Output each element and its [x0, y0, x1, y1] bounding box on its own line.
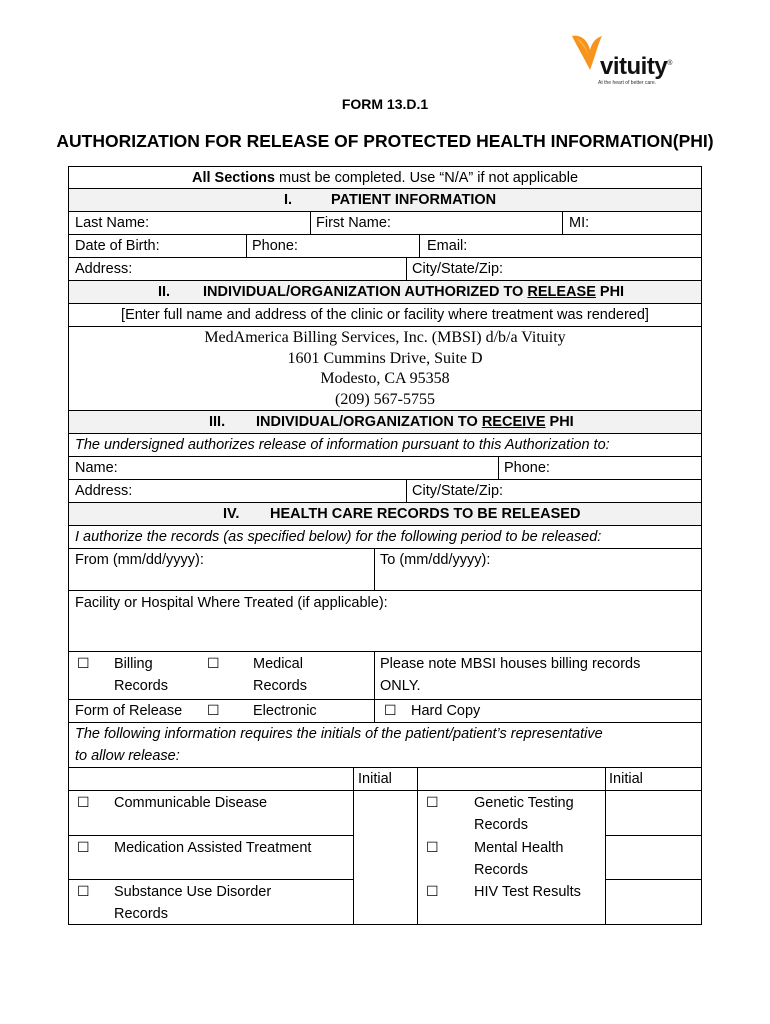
section-1-header — [69, 189, 701, 212]
substance-use-disorder-checkbox[interactable]: ☐ — [77, 884, 90, 900]
billing-records-label-1: Billing — [114, 656, 153, 672]
billing-note-1: Please note MBSI houses billing records — [380, 656, 641, 672]
section-2-number: II. — [158, 284, 171, 300]
section-3-heading: INDIVIDUAL/ORGANIZATION TO RECEIVE PHI — [256, 414, 574, 430]
email-label: Email: — [427, 238, 468, 254]
medical-records-checkbox[interactable]: ☐ — [207, 656, 220, 672]
recipient-city-state-zip-label: City/State/Zip: — [412, 483, 504, 499]
medication-assisted-treatment-label: Medication Assisted Treatment — [114, 840, 312, 856]
medical-records-label-2: Records — [253, 678, 307, 694]
genetic-testing-checkbox[interactable]: ☐ — [426, 795, 439, 811]
section-4-statement: I authorize the records (as specified below) for the following period to be released: — [75, 529, 602, 545]
section-3-statement: The undersigned authorizes release of information pursuant to this Authorization to: — [75, 437, 610, 453]
hiv-test-results-label: HIV Test Results — [474, 884, 581, 900]
form-number: FORM 13.D.1 — [341, 96, 429, 112]
recipient-name-row — [69, 457, 701, 480]
billing-records-checkbox[interactable]: ☐ — [77, 656, 90, 672]
section-4-statement-row — [69, 526, 701, 549]
patient-name-row — [69, 212, 701, 235]
instructions-row — [69, 167, 701, 189]
facility-street: 1601 Cummins Drive, Suite D — [287, 349, 483, 367]
facility-city: Modesto, CA 95358 — [320, 370, 450, 387]
recipient-address-row — [69, 480, 701, 503]
billing-records-label-2: Records — [114, 678, 168, 694]
billing-note-2: ONLY. — [380, 678, 421, 694]
releasing-facility-block — [69, 327, 701, 411]
hiv-test-results-checkbox[interactable]: ☐ — [426, 884, 439, 900]
section-4-heading: HEALTH CARE RECORDS TO BE RELEASED — [270, 506, 581, 522]
initials-statement-row — [69, 723, 701, 768]
address-label: Address: — [75, 261, 133, 277]
patient-dob-row — [69, 235, 701, 258]
section-4-number: IV. — [223, 506, 240, 522]
initials-statement-2: to allow release: — [75, 748, 180, 764]
medication-assisted-treatment-checkbox[interactable]: ☐ — [77, 840, 90, 856]
to-date-label: To (mm/dd/yyyy): — [380, 552, 491, 568]
electronic-label: Electronic — [253, 703, 317, 719]
communicable-disease-label: Communicable Disease — [114, 795, 268, 811]
section-3-header — [69, 411, 701, 434]
initial-header-left: Initial — [358, 771, 392, 787]
phone-label: Phone: — [252, 238, 298, 254]
facility-label: Facility or Hospital Where Treated (if applicable): — [75, 595, 388, 611]
facility-row — [69, 591, 701, 652]
mental-health-label-1: Mental Health — [474, 840, 564, 856]
genetic-testing-label-2: Records — [474, 817, 528, 833]
facility-name: MedAmerica Billing Services, Inc. (MBSI) d/b/a Vituity — [204, 329, 566, 346]
section-3-number: III. — [209, 414, 226, 430]
city-state-zip-label: City/State/Zip: — [412, 261, 504, 277]
recipient-phone-label: Phone: — [504, 460, 550, 476]
first-name-label: First Name: — [316, 215, 391, 231]
recipient-name-label: Name: — [75, 460, 118, 476]
initial-header-right: Initial — [609, 771, 643, 787]
dob-label: Date of Birth: — [75, 238, 160, 254]
recipient-address-label: Address: — [75, 483, 133, 499]
substance-use-disorder-label-1: Substance Use Disorder — [114, 884, 272, 900]
section-2-header — [69, 281, 701, 304]
section-1-number: I. — [284, 192, 293, 208]
instructions-text: All Sections must be completed. Use “N/A” if not applicable — [191, 170, 579, 186]
substance-use-disorder-label-2: Records — [114, 906, 168, 922]
electronic-checkbox[interactable]: ☐ — [207, 703, 220, 719]
communicable-disease-checkbox[interactable]: ☐ — [77, 795, 90, 811]
mi-label: MI: — [569, 215, 590, 231]
vituity-logo — [570, 32, 670, 90]
last-name-label: Last Name: — [75, 215, 150, 231]
mental-health-label-2: Records — [474, 862, 528, 878]
authorization-form — [68, 166, 702, 925]
section-2-instruction-row — [69, 304, 701, 327]
patient-address-row — [69, 258, 701, 281]
hard-copy-label: Hard Copy — [411, 703, 481, 719]
section-4-header — [69, 503, 701, 526]
facility-phone: (209) 567-5755 — [335, 390, 435, 408]
section-3-statement-row — [69, 434, 701, 457]
section-2-instruction: [Enter full name and address of the clinic or facility where treatment was rendered] — [121, 307, 649, 323]
medical-records-label-1: Medical — [253, 656, 303, 672]
from-date-label: From (mm/dd/yyyy): — [75, 552, 204, 568]
form-title: AUTHORIZATION FOR RELEASE OF PROTECTED HEALTH INFORMATION(PHI) — [56, 131, 714, 151]
genetic-testing-label-1: Genetic Testing — [474, 795, 574, 811]
form-of-release-row — [69, 700, 701, 723]
logo-tagline: At the heart of better care. — [598, 80, 657, 86]
form-of-release-label: Form of Release — [75, 703, 183, 719]
section-2-heading: INDIVIDUAL/ORGANIZATION AUTHORIZED TO RELEASE PHI — [203, 284, 625, 300]
initials-statement-1: The following information requires the initials of the patient/patient’s representative — [75, 726, 603, 742]
initial-header-row — [69, 768, 701, 791]
logo-brand: vituity® — [600, 53, 672, 80]
hard-copy-checkbox[interactable]: ☐ — [384, 703, 397, 719]
date-range-row — [69, 549, 701, 591]
section-1-heading: PATIENT INFORMATION — [331, 192, 497, 208]
vituity-flame-icon — [570, 32, 604, 78]
mental-health-checkbox[interactable]: ☐ — [426, 840, 439, 856]
record-type-row — [69, 652, 701, 700]
